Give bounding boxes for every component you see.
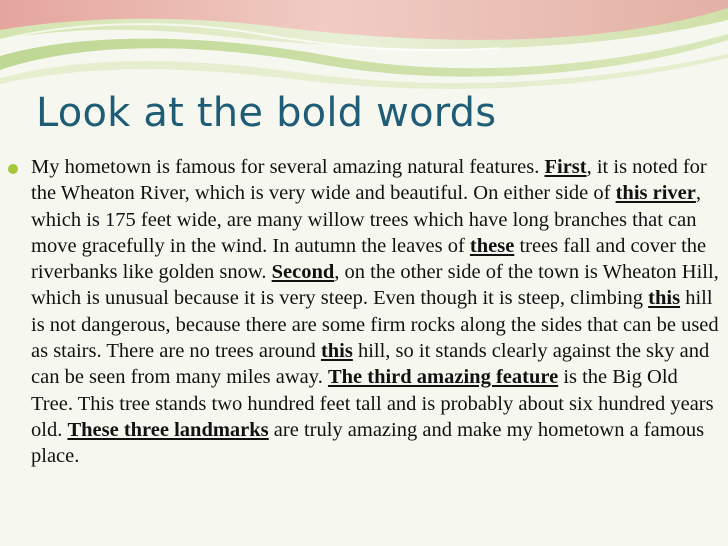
bold-word: First xyxy=(544,156,587,178)
text-run: , which is 175 feet wide, are many willow trees which have long branches that can move gracefully in the wind. In autumn the leaves of xyxy=(31,182,701,257)
bold-word: this xyxy=(320,340,353,363)
text-run: hill, so it stands clearly against the sky and can be seen from many miles away. xyxy=(31,340,710,389)
bold-word: this xyxy=(648,287,681,310)
text-run: trees fall and cover the riverbanks like golden snow. xyxy=(31,234,707,284)
slide-title: Look at the bold words xyxy=(36,90,497,136)
text-run: My hometown is famous for several amazing natural features. xyxy=(31,156,545,178)
text-run: is the Big Old Tree. This tree stands two hundred feet tall and is probably about six hundred years old. xyxy=(31,366,714,441)
text-run: , it is noted for the Wheaton River, which is very wide and beautiful. On either side of xyxy=(31,156,707,205)
bold-word: Second xyxy=(271,261,335,284)
text-run: hill is not dangerous, because there are some firm rocks along the sides that can be used as stairs. There are no trees around xyxy=(31,287,719,363)
body-paragraph xyxy=(31,154,720,470)
bold-word: These three landmarks xyxy=(67,418,269,441)
bold-word: The third amazing feature xyxy=(327,366,559,389)
bold-word: these xyxy=(469,234,515,257)
bold-word: this river xyxy=(615,182,696,205)
bullet-icon xyxy=(8,164,18,174)
decorative-banner xyxy=(0,0,728,100)
text-run: are truly amazing and make my hometown a famous place. xyxy=(31,418,705,468)
slide-content xyxy=(8,154,720,470)
text-run: , on the other side of the town is Wheaton Hill, which is unusual because it is very steep. Even though it is steep, climbing xyxy=(31,261,719,310)
